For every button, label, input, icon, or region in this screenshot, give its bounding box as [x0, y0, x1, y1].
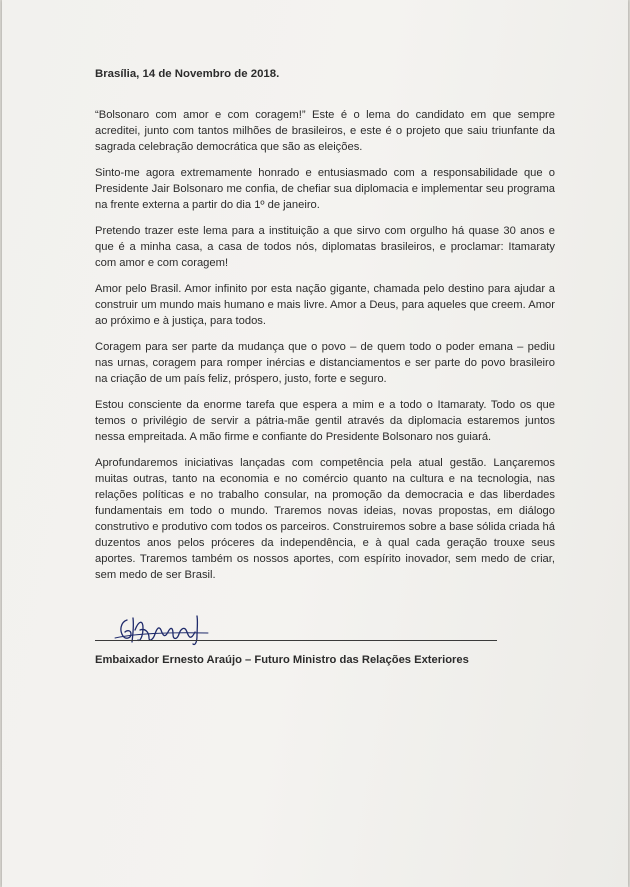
- paragraph-7: Aprofundaremos iniciativas lançadas com competência pela atual gestão. Lançaremos muitas outras, tanto na economia e no comércio quanto na cultura e na tecnologia, nas relações políticas e no trabalho consular, na promoção da democracia e das liberdades fundamentais em todo o mundo. Traremos novas ideias, novas propostas, em diálogo construtivo e produtivo com todos os parceiros. Construiremos sobre a base sólida criada há duzentos anos pelos próceres da independência, e à qual cada geração trouxe seus aportes. Traremos também os nossos aportes, com espírito inovador, sem medo de criar, sem medo de ser Brasil.: [95, 457, 555, 581]
- letter-page: [2, 0, 628, 887]
- paragraph-6: Estou consciente da enorme tarefa que espera a mim e a todo o Itamaraty. Todo os que temos o privilégio de servir a pátria-mãe gentil através da diplomacia estaremos juntos nessa empreitada. A mão firme e confiante do Presidente Bolsonaro nos guiará.: [95, 399, 555, 443]
- letter-date: Brasília, 14 de Novembro de 2018.: [95, 68, 280, 80]
- signer-name: Embaixador Ernesto Araújo – Futuro Ministro das Relações Exteriores: [95, 654, 469, 666]
- paragraph-5: Coragem para ser parte da mudança que o povo – de quem todo o poder emana – pediu nas urnas, coragem para romper inércias e distanciamentos e ser parte do povo brasileiro na criação de um país feliz, próspero, justo, forte e seguro.: [95, 341, 555, 385]
- paragraph-1: “Bolsonaro com amor e com coragem!” Este é o lema do candidato em que sempre acreditei, junto com tantos milhões de brasileiros, e este é o projeto que saiu triunfante da sagrada celebração democrática que são as eleições.: [95, 109, 555, 153]
- paragraph-4: Amor pelo Brasil. Amor infinito por esta nação gigante, chamada pelo destino para ajudar a construir um mundo mais humano e mais livre. Amor a Deus, para aqueles que creem. Amor ao próximo e à justiça, para todos.: [95, 283, 555, 327]
- signature-block: [95, 612, 515, 674]
- paragraph-2: Sinto-me agora extremamente honrado e entusiasmado com a responsabilidade que o Presidente Jair Bolsonaro me confia, de chefiar sua diplomacia e implementar seu programa na frente externa a partir do dia 1º de janeiro.: [95, 167, 555, 211]
- paragraph-3: Pretendo trazer este lema para a instituição a que sirvo com orgulho há quase 30 anos e que é a minha casa, a casa de todos nós, diplomatas brasileiros, e proclamar: Itamaraty com amor e com coragem!: [95, 225, 555, 269]
- signature-line: [95, 640, 497, 641]
- letter-body: [95, 66, 555, 593]
- handwritten-signature: [113, 612, 233, 648]
